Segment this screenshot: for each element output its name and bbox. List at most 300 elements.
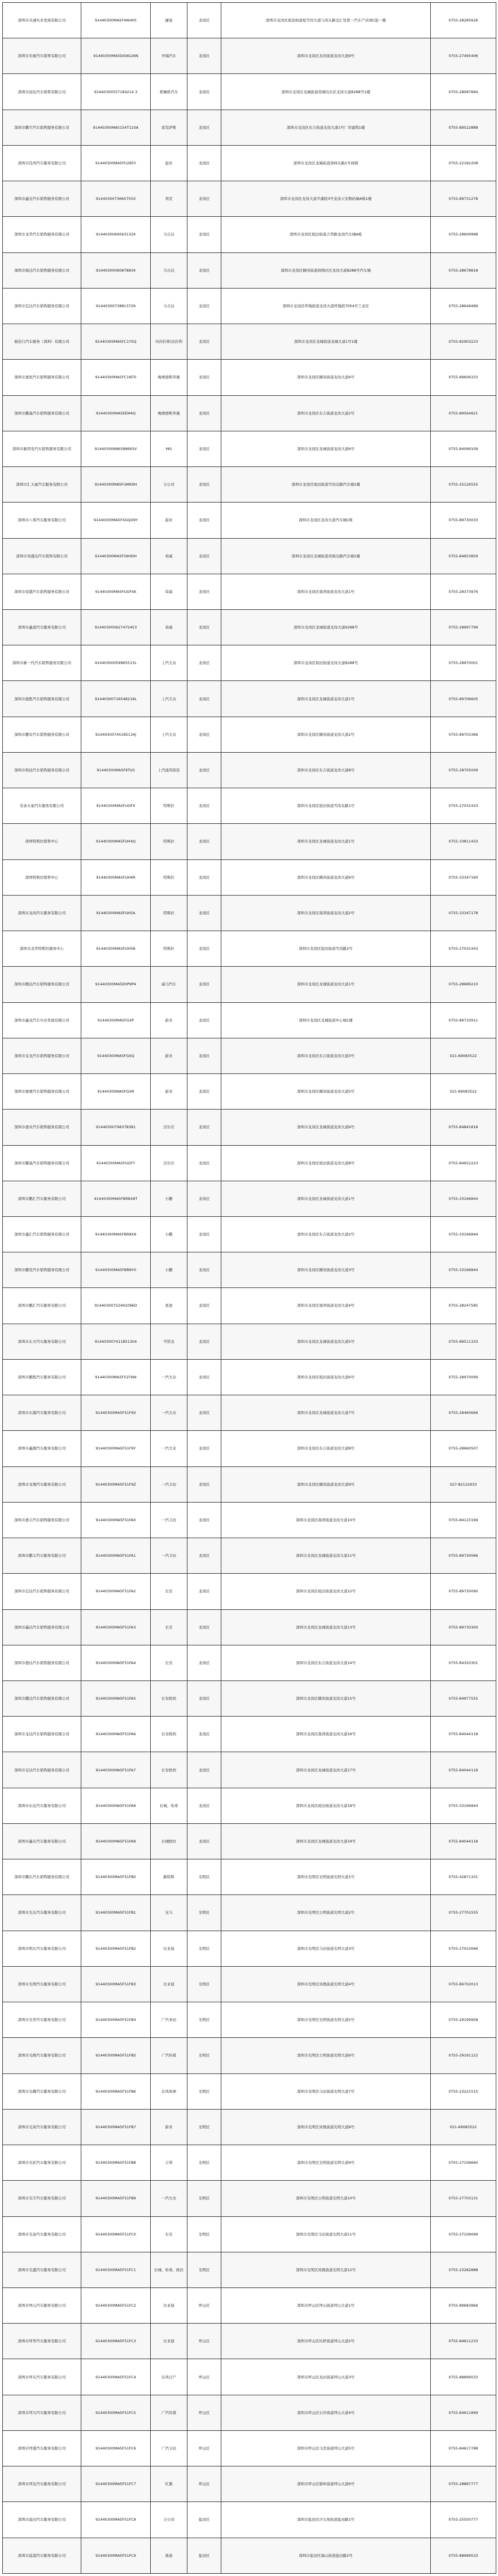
company-name-cell: 深圳市盐港汽车服务有限公司 bbox=[3, 2538, 81, 2573]
phone-cell: 0755-84123199 bbox=[431, 1502, 496, 1538]
district-cell: 龙岗区 bbox=[187, 1145, 221, 1181]
company-name-cell: 深圳市光明汽车服务有限公司 bbox=[3, 1966, 81, 2002]
address-cell: 深圳市龙岗区横岗街道龙岗大道15号 bbox=[221, 1681, 431, 1717]
table-row bbox=[3, 788, 496, 824]
company-name-cell: 深圳市鹏基汽车销售服务有限公司 bbox=[3, 395, 81, 431]
credit-code-cell: 91440300MA5F51FA4 bbox=[81, 1645, 151, 1680]
brand-cell: 东风日产 bbox=[151, 2359, 187, 2395]
brand-cell: 广汽丰田 bbox=[151, 2430, 187, 2466]
credit-code-cell: 91440300MA5F51F9X bbox=[81, 1395, 151, 1431]
credit-code-cell: 91440300MA5FGXQ bbox=[81, 1038, 151, 1073]
credit-code-cell: 91440300MA5F51FA7 bbox=[81, 1752, 151, 1788]
phone-cell: 0755-28609998 bbox=[431, 217, 496, 252]
company-name-cell: 深圳市东方汽车服务有限公司 bbox=[3, 1324, 81, 1359]
district-cell: 龙岗区 bbox=[187, 645, 221, 681]
credit-code-cell: 91440300MA5FBR8Y0 bbox=[81, 1252, 151, 1288]
district-cell: 光明区 bbox=[187, 2252, 221, 2287]
credit-code-cell: 91440300MA5FGXR bbox=[81, 1074, 151, 1110]
district-cell: 龙岗区 bbox=[187, 1252, 221, 1288]
company-name-cell: 深圳市坪兴汽车服务有限公司 bbox=[3, 2395, 81, 2430]
address-cell: 深圳市龙岗区布吉街道龙岗大道2号 bbox=[221, 395, 431, 431]
table-row bbox=[3, 895, 496, 931]
table-row bbox=[3, 609, 496, 645]
phone-cell: 0755-89703366 bbox=[431, 717, 496, 752]
brand-cell: 长安欧尚 bbox=[151, 1717, 187, 1752]
brand-cell: 长安 bbox=[151, 1609, 187, 1645]
phone-cell: 0755-42871101 bbox=[431, 1859, 496, 1895]
district-cell: 龙岗区 bbox=[187, 324, 221, 360]
district-cell: 龙岗区 bbox=[187, 788, 221, 824]
company-name-cell: 深圳市坪达汽车服务有限公司 bbox=[3, 2466, 81, 2502]
company-name-cell: 深圳市光辉汽车服务有限公司 bbox=[3, 2038, 81, 2073]
brand-cell: 长安欧尚 bbox=[151, 1752, 187, 1788]
district-cell: 龙岗区 bbox=[187, 1324, 221, 1359]
company-name-cell: 深圳市冠达汽车销售有限公司 bbox=[3, 74, 81, 110]
company-name-cell: 深圳市光泰汽车服务有限公司 bbox=[3, 2216, 81, 2252]
company-name-cell: 深圳市鹏达汽车销售服务有限公司 bbox=[3, 1681, 81, 1717]
credit-code-cell: 91440300MA5F51FC5 bbox=[81, 2395, 151, 2430]
district-cell: 龙岗区 bbox=[187, 1752, 221, 1788]
brand-cell: 特斯拉 bbox=[151, 859, 187, 895]
address-cell: 深圳市坪山区坪山街道坪山大道1号 bbox=[221, 2288, 431, 2324]
company-name-cell: 深圳市佳鸿汽车服务有限公司 bbox=[3, 145, 81, 181]
brand-cell: 比亚迪 bbox=[151, 2324, 187, 2359]
brand-cell: 长城欧拉 bbox=[151, 1823, 187, 1859]
district-cell: 光明区 bbox=[187, 2181, 221, 2216]
company-name-cell: 骏佳行汽车服务（深圳）有限公司 bbox=[3, 324, 81, 360]
district-cell: 光明区 bbox=[187, 2002, 221, 2038]
table-row bbox=[3, 1502, 496, 1538]
company-name-cell: 深圳特斯拉销售中心 bbox=[3, 859, 81, 895]
address-cell: 深圳市光明区公明街道光明大道6号 bbox=[221, 2038, 431, 2073]
address-cell: 深圳市龙岗区龙城街道龙岗大道6号 bbox=[221, 431, 431, 466]
brand-cell: 荣威 bbox=[151, 538, 187, 574]
table-row bbox=[3, 2359, 496, 2395]
phone-cell: 0755-89511333 bbox=[431, 1324, 496, 1359]
address-cell: 深圳市龙岗区龙岗街道龙岗大道9号 bbox=[221, 38, 431, 74]
credit-code-cell: 914403007411851304 bbox=[81, 1324, 151, 1359]
address-cell: 深圳市龙岗区坂田街道雪岗北路1号 bbox=[221, 788, 431, 824]
company-name-cell: 深圳市坪华汽车服务有限公司 bbox=[3, 2324, 81, 2359]
credit-code-cell: 91440300MA5FUH5A bbox=[81, 895, 151, 931]
brand-cell: 雷克萨斯 bbox=[151, 110, 187, 145]
table-row bbox=[3, 681, 496, 717]
table-row bbox=[3, 1859, 496, 1895]
district-cell: 光明区 bbox=[187, 2109, 221, 2145]
table-row bbox=[3, 967, 496, 1002]
district-cell: 龙岗区 bbox=[187, 1609, 221, 1645]
company-name-cell: 深圳市龙华汽车销售服务有限公司 bbox=[3, 217, 81, 252]
table-row bbox=[3, 645, 496, 681]
credit-code-cell: 91440300716548218L bbox=[81, 681, 151, 717]
company-name-cell: 深圳市鹏丰汽车服务有限公司 bbox=[3, 1538, 81, 1574]
table-row bbox=[3, 1788, 496, 1823]
brand-cell: 奥迪 bbox=[151, 2538, 187, 2573]
credit-code-cell: 91440300MA5F51FB7 bbox=[81, 2109, 151, 2145]
company-name-cell: 深圳市鹏安汽车销售服务有限公司 bbox=[3, 717, 81, 752]
credit-code-cell: 91440300MA5FC1Y5Q bbox=[81, 324, 151, 360]
company-name-cell: 深圳市鑫道汽车服务有限公司 bbox=[3, 609, 81, 645]
table-row bbox=[3, 1324, 496, 1359]
brand-cell: 长安 bbox=[151, 2216, 187, 2252]
address-cell: 深圳市龙岗区南湾街道龙岗大道2号 bbox=[221, 895, 431, 931]
district-cell: 龙岗区 bbox=[187, 110, 221, 145]
phone-cell: 0755-89730300 bbox=[431, 1609, 496, 1645]
table-row bbox=[3, 1288, 496, 1324]
phone-cell: 0755-28247585 bbox=[431, 1288, 496, 1324]
district-cell: 盐田区 bbox=[187, 2538, 221, 2573]
company-name-cell: 深圳市鑫宝汽车销售服务有限公司 bbox=[3, 181, 81, 217]
phone-cell: 0755-89730033 bbox=[431, 503, 496, 538]
district-cell: 坪山区 bbox=[187, 2395, 221, 2430]
company-name-cell: 深圳市德丰汽车销售服务有限公司 bbox=[3, 1502, 81, 1538]
district-cell: 龙岗区 bbox=[187, 717, 221, 752]
table-row bbox=[3, 1574, 496, 1609]
phone-cell: 0755-84044118 bbox=[431, 1717, 496, 1752]
phone-cell: 0755-89731278 bbox=[431, 181, 496, 217]
district-cell: 龙岗区 bbox=[187, 1038, 221, 1073]
credit-code-cell: 91440300MA5FU285Y bbox=[81, 145, 151, 181]
credit-code-cell: 91440300798378381 bbox=[81, 1110, 151, 1145]
phone-cell: 0755-84611899 bbox=[431, 2395, 496, 2430]
credit-code-cell: 91440300MA5F4W405 bbox=[81, 3, 151, 38]
table-row bbox=[3, 2502, 496, 2538]
district-cell: 龙岗区 bbox=[187, 395, 221, 431]
brand-cell: 宝马 bbox=[151, 1895, 187, 1931]
phone-cell: 0755-86702013 bbox=[431, 1966, 496, 2002]
brand-cell: 长城、哈弗、欧拉 bbox=[151, 2252, 187, 2287]
phone-cell: 0755-82903223 bbox=[431, 324, 496, 360]
phone-cell: 0755-84044118 bbox=[431, 1823, 496, 1859]
company-name-cell: 深圳市光宇汽车服务有限公司 bbox=[3, 2181, 81, 2216]
table-row bbox=[3, 931, 496, 967]
phone-cell: 0755-84841818 bbox=[431, 1110, 496, 1145]
table-row bbox=[3, 252, 496, 288]
credit-code-cell: 91440300MA5F51FA6 bbox=[81, 1717, 151, 1752]
credit-code-cell: 91440300MA5F51FB6 bbox=[81, 2073, 151, 2109]
company-name-cell: 深圳市鑫东汽车服务有限公司 bbox=[3, 1823, 81, 1859]
company-name-cell: 深圳市光盛汽车服务有限公司 bbox=[3, 2252, 81, 2287]
address-cell: 深圳市龙岗区横岗街道龙岗大道5号 bbox=[221, 1074, 431, 1110]
credit-code-cell: 91440300MA5F51FC4 bbox=[81, 2359, 151, 2395]
district-cell: 龙岗区 bbox=[187, 824, 221, 859]
address-cell: 深圳市龙岗区龙城街道黄阁北路汽车城1楼 bbox=[221, 538, 431, 574]
brand-cell: 比亚迪 bbox=[151, 2288, 187, 2324]
district-cell: 光明区 bbox=[187, 1931, 221, 1966]
address-cell: 深圳市光明区凤凰街道光明大道12号 bbox=[221, 2252, 431, 2287]
address-cell: 深圳市龙岗区龙城街道龙岗大道6288号 bbox=[221, 609, 431, 645]
address-cell: 深圳市龙岗区龙城街道龙岗大道1号 bbox=[221, 681, 431, 717]
brand-cell: 一汽丰田 bbox=[151, 1466, 187, 1502]
address-cell: 深圳市光明区光明街道光明大道9号 bbox=[221, 2145, 431, 2181]
credit-code-cell: 91440300MA5F51FA2 bbox=[81, 1574, 151, 1609]
table-row bbox=[3, 1681, 496, 1717]
phone-cell: 027-82122933 bbox=[431, 1466, 496, 1502]
address-cell: 深圳市龙岗区坂田街道龙岗大道8号 bbox=[221, 1145, 431, 1181]
table-row bbox=[3, 717, 496, 752]
credit-code-cell: 91440300MA5F51F9W bbox=[81, 1359, 151, 1395]
phone-cell: 0755-28678818 bbox=[431, 252, 496, 288]
brand-cell: 一汽大众 bbox=[151, 2181, 187, 2216]
credit-code-cell: 9144030073665755X bbox=[81, 181, 151, 217]
phone-cell: 0755-28285626 bbox=[431, 3, 496, 38]
phone-cell: 0755-27703131 bbox=[431, 2181, 496, 2216]
brand-cell: 荣威 bbox=[151, 574, 187, 609]
company-name-cell: 深圳特斯拉销售中心 bbox=[3, 824, 81, 859]
district-cell: 光明区 bbox=[187, 2073, 221, 2109]
district-cell: 龙岗区 bbox=[187, 752, 221, 788]
brand-cell: 领克 bbox=[151, 181, 187, 217]
district-cell: 光明区 bbox=[187, 2038, 221, 2073]
phone-cell: 0755-88999533 bbox=[431, 2538, 496, 2573]
address-cell: 深圳市龙岗区坂田街道吉华路龙岗汽车城A栋 bbox=[221, 217, 431, 252]
address-cell: 深圳市龙岗区龙城街道黄阁坑社区龙岗大道8288号1楼 bbox=[221, 74, 431, 110]
company-name-cell: 深圳市腾达汽车销售服务有限公司 bbox=[3, 967, 81, 1002]
brand-cell: 分公司 bbox=[151, 467, 187, 503]
district-cell: 盐田区 bbox=[187, 2502, 221, 2538]
table-row bbox=[3, 2109, 496, 2145]
brand-cell: 梅赛德斯奔驰 bbox=[151, 395, 187, 431]
address-cell: 深圳市龙岗区龙城街道龙岗大道1号 bbox=[221, 824, 431, 859]
district-cell: 光明区 bbox=[187, 2145, 221, 2181]
brand-cell: 小鹏 bbox=[151, 1216, 187, 1252]
address-cell: 深圳市光明区光明街道光明大道1号 bbox=[221, 1859, 431, 1895]
credit-code-cell: 91440300738813729 bbox=[81, 288, 151, 324]
credit-code-cell: 91440300MA5F51FB5 bbox=[81, 2038, 151, 2073]
company-name-cell: 深圳市鹏基汽车销售服务有限公司 bbox=[3, 1145, 81, 1181]
address-cell: 深圳市龙岗区龙城街道龙岗大道17号 bbox=[221, 1752, 431, 1788]
table-row bbox=[3, 110, 496, 145]
address-cell: 深圳市龙岗区坂田街道雪岗路2号 bbox=[221, 931, 431, 967]
table-row bbox=[3, 74, 496, 110]
phone-cell: 0755-27010066 bbox=[431, 1931, 496, 1966]
table-row bbox=[3, 181, 496, 217]
company-name-cell: 深圳市名骏汽车销售有限公司 bbox=[3, 38, 81, 74]
phone-cell: 0755-22182208 bbox=[431, 145, 496, 181]
brand-cell: 蔚来 bbox=[151, 2109, 187, 2145]
company-name-cell: 深圳市光彩汽车服务有限公司 bbox=[3, 2145, 81, 2181]
brand-cell: 起亚 bbox=[151, 503, 187, 538]
phone-cell: 0755-84653859 bbox=[431, 538, 496, 574]
brand-cell: 星途 bbox=[151, 1288, 187, 1324]
address-cell: 深圳市光明区公明街道光明大道10号 bbox=[221, 2181, 431, 2216]
table-row bbox=[3, 503, 496, 538]
company-name-cell: 深圳市德达汽车销售服务有限公司 bbox=[3, 1645, 81, 1680]
address-cell: 深圳市光明区公明街道光明大道2号 bbox=[221, 1895, 431, 1931]
phone-cell: 0755-89683866 bbox=[431, 2288, 496, 2324]
credit-code-cell: 91440300MA5F51F9Y bbox=[81, 1431, 151, 1466]
brand-cell: 特斯拉 bbox=[151, 895, 187, 931]
credit-code-cell: 91440300MA5FUGFSK bbox=[81, 574, 151, 609]
table-row bbox=[3, 2073, 496, 2109]
brand-cell: 蔚来 bbox=[151, 1038, 187, 1073]
table-row bbox=[3, 1823, 496, 1859]
phone-cell: 0755-29199958 bbox=[431, 2002, 496, 2038]
credit-code-cell: 91440300MA5F51FB3 bbox=[81, 1966, 151, 2002]
table-row bbox=[3, 538, 496, 574]
district-cell: 龙岗区 bbox=[187, 1717, 221, 1752]
district-cell: 龙岗区 bbox=[187, 681, 221, 717]
credit-code-cell: 91440300MA5FXGQX9Y bbox=[81, 503, 151, 538]
company-name-cell: 深圳市鹏发汽车销售服务有限公司 bbox=[3, 1252, 81, 1288]
table-row bbox=[3, 1145, 496, 1181]
brand-cell: 上汽大众 bbox=[151, 681, 187, 717]
phone-cell: 0755-89730066 bbox=[431, 1538, 496, 1574]
district-cell: 龙岗区 bbox=[187, 931, 221, 967]
brand-cell: 一汽大众 bbox=[151, 1359, 187, 1395]
phone-cell: 0755-27701555 bbox=[431, 1895, 496, 1931]
company-name-cell: 深圳市宝达汽车销售服务有限公司 bbox=[3, 1752, 81, 1788]
company-name-cell: 深圳市龙翔汽车服务有限公司 bbox=[3, 1466, 81, 1502]
credit-code-cell: 91440300MA5F51F9Z bbox=[81, 1466, 151, 1502]
phone-cell: 0755-28649489 bbox=[431, 288, 496, 324]
phone-cell: 0755-27495406 bbox=[431, 38, 496, 74]
district-cell: 龙岗区 bbox=[187, 360, 221, 395]
address-cell: 深圳市坪山区碧岭街道坪山大道6号 bbox=[221, 2466, 431, 2502]
district-cell: 龙岗区 bbox=[187, 74, 221, 110]
address-cell: 深圳市龙岗区龙城街道龙岗大道11号 bbox=[221, 1538, 431, 1574]
credit-code-cell: 91440300MA5F51FB0 bbox=[81, 1859, 151, 1895]
table-row bbox=[3, 431, 496, 466]
company-name-cell: 深圳市龙达汽车销售服务有限公司 bbox=[3, 1717, 81, 1752]
brand-cell: 长安欧尚 bbox=[151, 1681, 187, 1717]
phone-cell: 0755-89730090 bbox=[431, 1574, 496, 1609]
brand-cell: 分公司 bbox=[151, 2502, 187, 2538]
brand-cell: 小鹏 bbox=[151, 1181, 187, 1216]
table-row bbox=[3, 1002, 496, 1038]
district-cell: 龙岗区 bbox=[187, 538, 221, 574]
table-row bbox=[3, 574, 496, 609]
brand-cell: 吉利 bbox=[151, 2145, 187, 2181]
credit-code-cell: 91440300MA5EEM4Q bbox=[81, 395, 151, 431]
district-cell: 龙岗区 bbox=[187, 181, 221, 217]
phone-cell: 0755-23221515 bbox=[431, 2073, 496, 2109]
company-name-cell: 深圳市宝龙汽车销售服务有限公司 bbox=[3, 1038, 81, 1073]
address-cell: 深圳市龙岗区龙岗大道平湖段3号龙岗天安数码城A栋1楼 bbox=[221, 181, 431, 217]
address-cell: 深圳市龙岗区布吉街道龙岗大道14号 bbox=[221, 1645, 431, 1680]
brand-cell: 起亚 bbox=[151, 145, 187, 181]
phone-cell: 0755-28970099 bbox=[431, 1359, 496, 1395]
brand-cell: 长安 bbox=[151, 1645, 187, 1680]
phone-cell: 0755-28660507 bbox=[431, 1431, 496, 1466]
phone-cell: 0755-28997799 bbox=[431, 609, 496, 645]
district-cell: 龙岗区 bbox=[187, 859, 221, 895]
table-row bbox=[3, 1538, 496, 1574]
address-cell: 深圳市龙岗区龙城街道龙岗大道19号 bbox=[221, 1823, 431, 1859]
address-cell: 深圳市光明区马田街道光明大道11号 bbox=[221, 2216, 431, 2252]
table-row bbox=[3, 2216, 496, 2252]
brand-cell: 特斯拉 bbox=[151, 824, 187, 859]
address-cell: 深圳市龙岗区南湾街道龙岗大道16号 bbox=[221, 1717, 431, 1752]
brand-cell: 捷途 bbox=[151, 3, 187, 38]
brand-cell: 开瑞汽车 bbox=[151, 38, 187, 74]
company-name-cell: 深圳市鹏宇汽车销售服务有限公司 bbox=[3, 110, 81, 145]
phone-cell: 0755-89564621 bbox=[431, 395, 496, 431]
phone-cell: 0755-28689210 bbox=[431, 967, 496, 1002]
table-row bbox=[3, 1466, 496, 1502]
address-cell: 深圳市龙岗区龙城街道龙岗大道1号 bbox=[221, 967, 431, 1002]
company-name-cell: 深圳市鹏汇汽车服务有限公司 bbox=[3, 1288, 81, 1324]
company-name-cell: 深圳市新一代汽车销售服务有限公司 bbox=[3, 645, 81, 681]
phone-cell: 0755-33166844 bbox=[431, 1216, 496, 1252]
credit-code-cell: 91440300MA5FUH5B bbox=[81, 931, 151, 967]
credit-code-cell: 91440300745185134J bbox=[81, 717, 151, 752]
company-name-cell: 深圳市荣盛汽车销售服务有限公司 bbox=[3, 574, 81, 609]
address-cell: 深圳市坪山区石井街道坪山大道4号 bbox=[221, 2395, 431, 2430]
table-row bbox=[3, 2038, 496, 2073]
address-cell: 深圳市龙岗区坪地街道龙岗大道坪地段7054号工业区 bbox=[221, 288, 431, 324]
dealer-table-body bbox=[3, 3, 496, 2574]
address-cell: 深圳市龙岗区坂田街道坂雪岗大道与岗头路交汇处第一汽车产业园C座一楼 bbox=[221, 3, 431, 38]
address-cell: 深圳市龙岗区龙城街道龙岗大道6号 bbox=[221, 1110, 431, 1145]
district-cell: 光明区 bbox=[187, 1966, 221, 2002]
company-name-cell: 深圳市骏达汽车销售服务有限公司 bbox=[3, 252, 81, 288]
credit-code-cell: 91440300MA5F51FB4 bbox=[81, 2002, 151, 2038]
company-name-cell: 深圳市鑫汇汽车销售服务有限公司 bbox=[3, 1216, 81, 1252]
district-cell: 龙岗区 bbox=[187, 1574, 221, 1609]
brand-cell: 一汽丰田 bbox=[151, 1502, 187, 1538]
address-cell: 深圳市龙岗区布吉街道龙岗大道8号 bbox=[221, 1431, 431, 1466]
brand-cell: 威马汽车 bbox=[151, 967, 187, 1002]
company-name-cell: 深圳市龙岗汽车服务有限公司 bbox=[3, 895, 81, 931]
company-name-cell: 深圳市坪东汽车服务有限公司 bbox=[3, 2359, 81, 2395]
address-cell: 深圳市坪山区龙田街道坪山大道3号 bbox=[221, 2359, 431, 2395]
address-cell: 深圳市龙岗区南湾街道龙岗大道4号 bbox=[221, 1288, 431, 1324]
brand-cell: 比亚迪 bbox=[151, 1931, 187, 1966]
phone-cell: 0755-84044118 bbox=[431, 1752, 496, 1788]
credit-code-cell: 91440300060878834 bbox=[81, 252, 151, 288]
credit-code-cell: 91440300MA5F51FC7 bbox=[81, 2466, 151, 2502]
brand-cell: 一汽大众 bbox=[151, 1395, 187, 1431]
district-cell: 龙岗区 bbox=[187, 1002, 221, 1038]
credit-code-cell: 91440300MA5F51FC1 bbox=[81, 2252, 151, 2287]
phone-cell: 0755-84320301 bbox=[431, 1645, 496, 1680]
district-cell: 龙岗区 bbox=[187, 1074, 221, 1110]
brand-cell: 马自达 bbox=[151, 288, 187, 324]
address-cell: 深圳市龙岗区龙城街道龙岗大道7号 bbox=[221, 1395, 431, 1431]
credit-code-cell: 914403000627475453 bbox=[81, 609, 151, 645]
brand-cell: 广汽传祺 bbox=[151, 2038, 187, 2073]
credit-code-cell: 91440300MA5F51FA9 bbox=[81, 1823, 151, 1859]
company-name-cell: 深圳市汇天豪汽车服务有限公司 bbox=[3, 467, 81, 503]
brand-cell: 长安 bbox=[151, 1574, 187, 1609]
district-cell: 龙岗区 bbox=[187, 1538, 221, 1574]
brand-cell: 玛莎拉蒂/法拉利 bbox=[151, 324, 187, 360]
district-cell: 龙岗区 bbox=[187, 217, 221, 252]
brand-cell: 比亚迪 bbox=[151, 1966, 187, 2002]
credit-code-cell: 91440300686588693V bbox=[81, 431, 151, 466]
address-cell: 深圳市光明区凤凰街道光明大道4号 bbox=[221, 1966, 431, 2002]
table-row bbox=[3, 3, 496, 38]
table-row bbox=[3, 2252, 496, 2287]
address-cell: 深圳市龙岗区横岗街道龙岗大道6号 bbox=[221, 360, 431, 395]
phone-cell: 0755-27031443 bbox=[431, 931, 496, 967]
credit-code-cell: 91440300MA5FC1NT0 bbox=[81, 360, 151, 395]
brand-cell: 机械机汽车 bbox=[151, 74, 187, 110]
phone-cell: 0755-88899033 bbox=[431, 2359, 496, 2395]
credit-code-cell: 91440300MA5FUGFX bbox=[81, 788, 151, 824]
phone-cell: 0755-33347178 bbox=[431, 895, 496, 931]
phone-cell: 0755-27031433 bbox=[431, 788, 496, 824]
company-name-cell: 深圳市宏达汽车销售服务有限公司 bbox=[3, 1574, 81, 1609]
district-cell: 龙岗区 bbox=[187, 1823, 221, 1859]
district-cell: 龙岗区 bbox=[187, 288, 221, 324]
company-name-cell: 深圳市和远汽车销售服务有限公司 bbox=[3, 752, 81, 788]
table-row bbox=[3, 2395, 496, 2430]
table-row bbox=[3, 2288, 496, 2324]
table-row bbox=[3, 1609, 496, 1645]
phone-cell: 0755-25126555 bbox=[431, 467, 496, 503]
